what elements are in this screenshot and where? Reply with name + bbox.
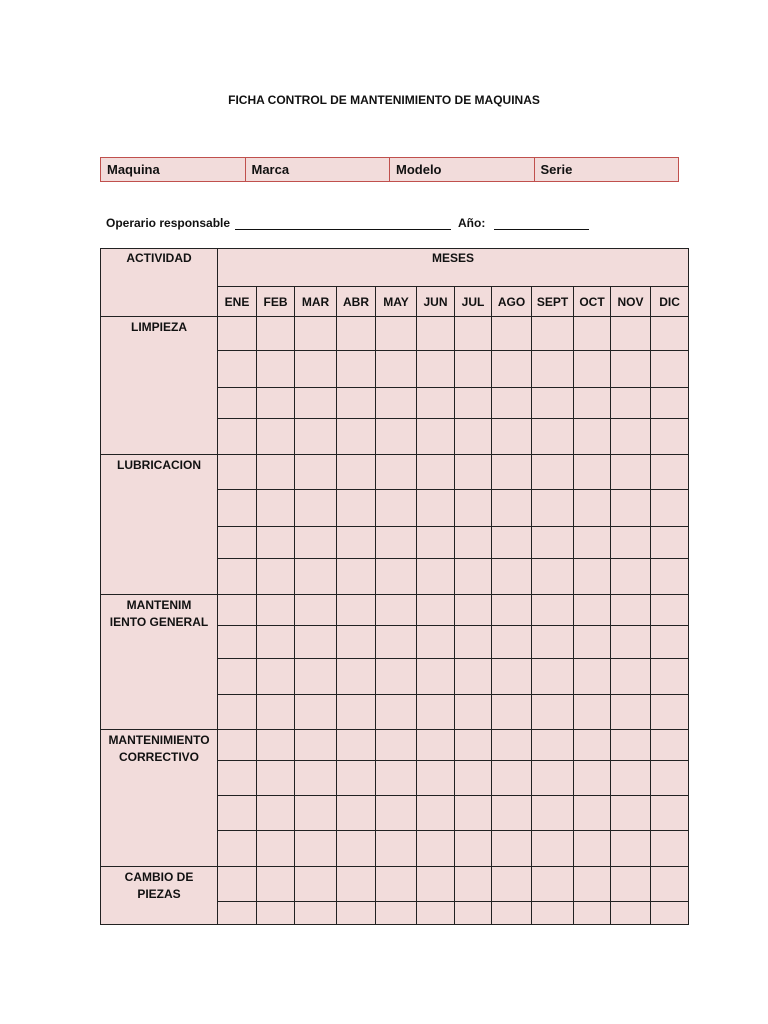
schedule-cell[interactable] [574,867,611,902]
table-row [101,867,689,902]
schedule-cell[interactable] [492,796,532,831]
schedule-cell[interactable] [574,317,611,351]
serie-field[interactable]: Serie [534,158,679,182]
schedule-cell[interactable] [651,796,689,831]
schedule-cell[interactable] [574,902,611,925]
schedule-cell[interactable] [257,351,295,388]
schedule-cell[interactable] [376,796,417,831]
schedule-cell[interactable] [574,730,611,761]
schedule-cell[interactable] [492,695,532,730]
schedule-cell[interactable] [455,761,492,796]
schedule-cell[interactable] [295,595,337,626]
schedule-cell[interactable] [532,317,574,351]
schedule-cell[interactable] [417,351,455,388]
schedule-cell[interactable] [376,695,417,730]
schedule-cell[interactable] [492,761,532,796]
schedule-cell[interactable] [417,902,455,925]
schedule-cell[interactable] [376,388,417,419]
schedule-cell[interactable] [218,351,257,388]
schedule-cell[interactable] [455,490,492,527]
schedule-cell[interactable] [455,659,492,695]
schedule-cell[interactable] [574,455,611,490]
schedule-cell[interactable] [417,559,455,595]
schedule-cell[interactable] [337,902,376,925]
schedule-cell[interactable] [651,831,689,867]
schedule-cell[interactable] [417,761,455,796]
month-header-jun: JUN [417,287,455,317]
schedule-cell[interactable] [455,317,492,351]
schedule-cell[interactable] [574,419,611,455]
schedule-cell[interactable] [651,902,689,925]
schedule-cell[interactable] [257,419,295,455]
schedule-cell[interactable] [417,730,455,761]
table-row [101,455,689,490]
schedule-cell[interactable] [417,527,455,559]
schedule-cell[interactable] [257,527,295,559]
activity-label [101,595,218,730]
schedule-cell[interactable] [257,455,295,490]
activity-label [101,867,218,925]
schedule-cell[interactable] [455,626,492,659]
schedule-cell[interactable] [651,455,689,490]
schedule-cell[interactable] [651,559,689,595]
schedule-cell[interactable] [376,595,417,626]
schedule-cell[interactable] [455,419,492,455]
schedule-cell[interactable] [295,317,337,351]
schedule-cell[interactable] [611,388,651,419]
schedule-cell[interactable] [218,388,257,419]
schedule-cell[interactable] [257,902,295,925]
schedule-cell[interactable] [295,867,337,902]
schedule-cell[interactable] [295,455,337,490]
schedule-cell[interactable] [376,831,417,867]
operario-input-line[interactable] [235,229,451,230]
schedule-cell[interactable] [218,796,257,831]
schedule-cell[interactable] [295,796,337,831]
schedule-cell[interactable] [376,626,417,659]
anio-label: Año: [458,216,486,230]
activity-label: LUBRICACION [101,455,218,595]
schedule-cell[interactable] [532,419,574,455]
schedule-cell[interactable] [574,796,611,831]
schedule-cell[interactable] [574,351,611,388]
month-header-ene: ENE [218,287,257,317]
schedule-cell[interactable] [651,730,689,761]
schedule-cell[interactable] [376,490,417,527]
activity-label-line: IENTO GENERAL [109,615,209,629]
activity-label [101,730,218,867]
schedule-cell[interactable] [376,730,417,761]
schedule-cell[interactable] [611,595,651,626]
meses-header: MESES [218,249,689,287]
schedule-cell[interactable] [455,559,492,595]
schedule-cell[interactable] [295,419,337,455]
schedule-cell[interactable] [574,659,611,695]
schedule-cell[interactable] [295,831,337,867]
schedule-cell[interactable] [417,455,455,490]
schedule-cell[interactable] [455,730,492,761]
schedule-cell[interactable] [295,902,337,925]
schedule-cell[interactable] [376,527,417,559]
schedule-cell[interactable] [492,831,532,867]
schedule-cell[interactable] [574,559,611,595]
schedule-cell[interactable] [492,626,532,659]
schedule-cell[interactable] [611,761,651,796]
activity-label-line: PIEZAS [137,887,181,901]
schedule-cell[interactable] [611,659,651,695]
schedule-cell[interactable] [611,796,651,831]
schedule-cell[interactable] [337,831,376,867]
table-row [101,730,689,761]
schedule-cell[interactable] [492,419,532,455]
schedule-cell[interactable] [651,317,689,351]
schedule-cell[interactable] [218,695,257,730]
activity-label-line: MANTENIM [126,598,192,612]
schedule-cell[interactable] [218,761,257,796]
schedule-cell[interactable] [492,659,532,695]
month-header-nov: NOV [611,287,651,317]
schedule-cell[interactable] [492,867,532,902]
schedule-cell[interactable] [492,595,532,626]
schedule-cell[interactable] [455,595,492,626]
schedule-cell[interactable] [574,388,611,419]
schedule-cell[interactable] [376,351,417,388]
schedule-cell[interactable] [417,490,455,527]
schedule-cell[interactable] [651,595,689,626]
schedule-cell[interactable] [611,351,651,388]
schedule-cell[interactable] [455,527,492,559]
activity-label-line: CAMBIO DE [124,870,194,884]
schedule-cell[interactable] [257,490,295,527]
month-header-feb: FEB [257,287,295,317]
schedule-cell[interactable] [492,559,532,595]
schedule-cell[interactable] [455,695,492,730]
schedule-cell[interactable] [417,626,455,659]
schedule-cell[interactable] [376,455,417,490]
month-header-jul: JUL [455,287,492,317]
marca-field[interactable]: Marca [245,158,390,182]
schedule-cell[interactable] [417,388,455,419]
schedule-cell[interactable] [455,351,492,388]
schedule-cell[interactable] [257,730,295,761]
schedule-cell[interactable] [532,388,574,419]
schedule-cell[interactable] [218,490,257,527]
schedule-cell[interactable] [611,730,651,761]
schedule-cell[interactable] [651,867,689,902]
schedule-cell[interactable] [611,695,651,730]
schedule-cell[interactable] [417,831,455,867]
schedule-cell[interactable] [532,455,574,490]
schedule-cell[interactable] [651,351,689,388]
schedule-cell[interactable] [376,559,417,595]
schedule-cell[interactable] [218,867,257,902]
schedule-cell[interactable] [218,730,257,761]
schedule-cell[interactable] [337,595,376,626]
schedule-cell[interactable] [295,695,337,730]
schedule-cell[interactable] [574,490,611,527]
schedule-cell[interactable] [532,796,574,831]
schedule-cell[interactable] [376,659,417,695]
schedule-cell[interactable] [218,626,257,659]
schedule-cell[interactable] [295,388,337,419]
schedule-cell[interactable] [574,527,611,559]
activity-label: LIMPIEZA [101,317,218,455]
schedule-cell[interactable] [574,831,611,867]
schedule-cell[interactable] [337,455,376,490]
schedule-cell[interactable] [257,626,295,659]
schedule-cell[interactable] [295,351,337,388]
schedule-cell[interactable] [337,867,376,902]
table-row [101,317,689,351]
schedule-cell[interactable] [611,831,651,867]
month-header-may: MAY [376,287,417,317]
schedule-cell[interactable] [532,527,574,559]
schedule-cell[interactable] [532,659,574,695]
schedule-cell[interactable] [492,317,532,351]
maintenance-table [100,248,689,925]
schedule-cell[interactable] [295,490,337,527]
schedule-cell[interactable] [611,867,651,902]
schedule-cell[interactable] [218,317,257,351]
document-title: FICHA CONTROL DE MANTENIMIENTO DE MAQUINAS [228,93,540,107]
schedule-cell[interactable] [611,559,651,595]
schedule-cell[interactable] [574,595,611,626]
schedule-cell[interactable] [337,490,376,527]
schedule-cell[interactable] [532,831,574,867]
schedule-cell[interactable] [337,388,376,419]
schedule-cell[interactable] [611,626,651,659]
schedule-cell[interactable] [532,695,574,730]
schedule-cell[interactable] [218,527,257,559]
schedule-cell[interactable] [257,867,295,902]
schedule-cell[interactable] [376,761,417,796]
schedule-cell[interactable] [218,455,257,490]
schedule-cell[interactable] [295,527,337,559]
schedule-cell[interactable] [532,902,574,925]
schedule-cell[interactable] [532,595,574,626]
schedule-cell[interactable] [611,902,651,925]
month-header-abr: ABR [337,287,376,317]
schedule-cell[interactable] [492,388,532,419]
schedule-cell[interactable] [532,559,574,595]
schedule-cell[interactable] [651,695,689,730]
schedule-cell[interactable] [295,626,337,659]
schedule-cell[interactable] [337,317,376,351]
modelo-field[interactable]: Modelo [390,158,535,182]
schedule-cell[interactable] [574,761,611,796]
schedule-cell[interactable] [295,730,337,761]
schedule-cell[interactable] [611,317,651,351]
schedule-cell[interactable] [651,388,689,419]
schedule-cell[interactable] [218,419,257,455]
schedule-cell[interactable] [337,527,376,559]
schedule-cell[interactable] [257,761,295,796]
schedule-cell[interactable] [492,351,532,388]
schedule-cell[interactable] [455,796,492,831]
schedule-cell[interactable] [651,419,689,455]
schedule-cell[interactable] [532,761,574,796]
schedule-cell[interactable] [295,559,337,595]
schedule-cell[interactable] [257,388,295,419]
activity-label-line: CORRECTIVO [118,750,199,764]
schedule-cell[interactable] [337,659,376,695]
month-header-mar: MAR [295,287,337,317]
actividad-header: ACTIVIDAD [101,249,218,317]
schedule-cell[interactable] [611,490,651,527]
schedule-cell[interactable] [337,626,376,659]
month-header-sept: SEPT [532,287,574,317]
schedule-cell[interactable] [337,695,376,730]
schedule-cell[interactable] [532,490,574,527]
schedule-cell[interactable] [376,419,417,455]
schedule-cell[interactable] [455,455,492,490]
schedule-cell[interactable] [218,559,257,595]
schedule-cell[interactable] [492,730,532,761]
schedule-cell[interactable] [455,902,492,925]
schedule-cell[interactable] [218,595,257,626]
schedule-cell[interactable] [651,490,689,527]
month-header-oct: OCT [574,287,611,317]
schedule-cell[interactable] [651,659,689,695]
month-header-dic: DIC [651,287,689,317]
schedule-cell[interactable] [376,317,417,351]
schedule-cell[interactable] [532,626,574,659]
schedule-cell[interactable] [532,351,574,388]
schedule-cell[interactable] [417,659,455,695]
schedule-cell[interactable] [337,730,376,761]
schedule-cell[interactable] [257,695,295,730]
schedule-cell[interactable] [417,695,455,730]
schedule-cell[interactable] [574,626,611,659]
operario-label: Operario responsable [106,216,231,230]
schedule-cell[interactable] [337,351,376,388]
schedule-cell[interactable] [417,419,455,455]
schedule-cell[interactable] [376,902,417,925]
schedule-cell[interactable] [532,867,574,902]
schedule-cell[interactable] [337,419,376,455]
schedule-cell[interactable] [257,595,295,626]
activity-label-line: MANTENIMIENTO [108,733,210,747]
schedule-cell[interactable] [455,867,492,902]
schedule-cell[interactable] [574,695,611,730]
schedule-cell[interactable] [455,388,492,419]
schedule-cell[interactable] [651,761,689,796]
schedule-cell[interactable] [611,455,651,490]
schedule-cell[interactable] [417,796,455,831]
schedule-cell[interactable] [417,317,455,351]
schedule-cell[interactable] [295,659,337,695]
schedule-cell[interactable] [532,730,574,761]
schedule-cell[interactable] [257,559,295,595]
schedule-cell[interactable] [417,867,455,902]
schedule-cell[interactable] [257,659,295,695]
month-header-ago: AGO [492,287,532,317]
schedule-cell[interactable] [376,867,417,902]
anio-input-line[interactable] [494,229,589,230]
schedule-cell[interactable] [455,831,492,867]
schedule-cell[interactable] [218,902,257,925]
schedule-cell[interactable] [611,419,651,455]
schedule-cell[interactable] [492,490,532,527]
schedule-cell[interactable] [337,559,376,595]
schedule-cell[interactable] [611,527,651,559]
schedule-cell[interactable] [337,761,376,796]
schedule-cell[interactable] [651,527,689,559]
schedule-cell[interactable] [492,455,532,490]
schedule-cell[interactable] [492,527,532,559]
schedule-cell[interactable] [417,595,455,626]
table-row [101,595,689,626]
schedule-cell[interactable] [218,659,257,695]
machine-info-table [100,157,679,182]
schedule-cell[interactable] [651,626,689,659]
maquina-field[interactable]: Maquina [101,158,246,182]
schedule-cell[interactable] [295,761,337,796]
schedule-cell[interactable] [257,831,295,867]
schedule-cell[interactable] [492,902,532,925]
schedule-cell[interactable] [337,796,376,831]
schedule-cell[interactable] [257,317,295,351]
schedule-cell[interactable] [218,831,257,867]
schedule-cell[interactable] [257,796,295,831]
